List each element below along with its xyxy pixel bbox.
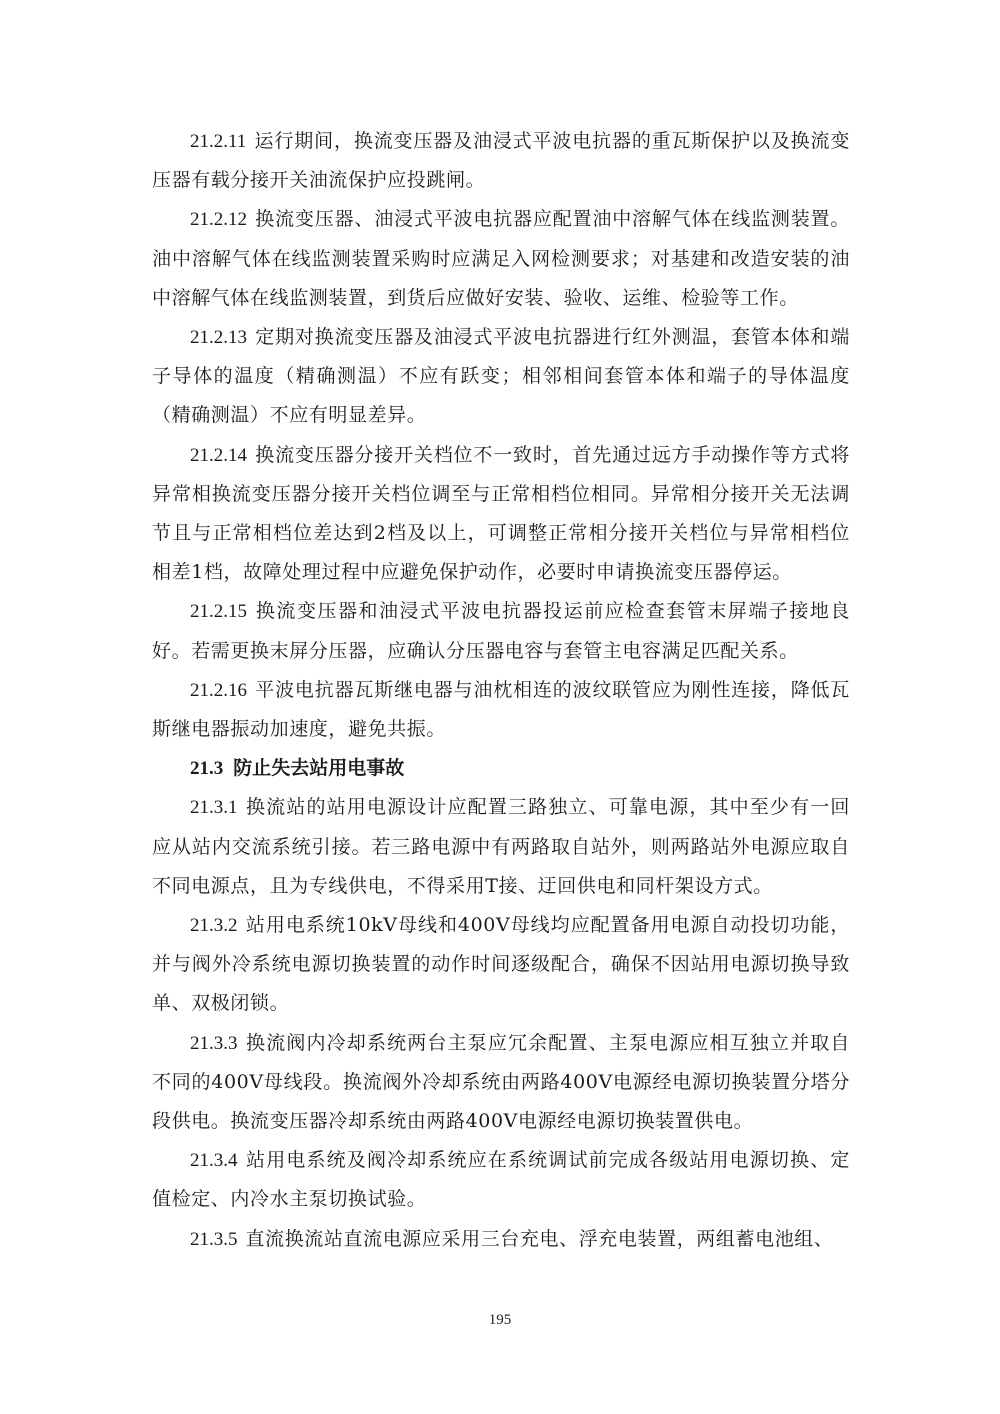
clause-number: 21.3.4	[190, 1150, 238, 1172]
paragraph-21-3-1	[152, 788, 850, 906]
clause-text: 平波电抗器瓦斯继电器与油枕相连的波纹联管应为刚性连接，降低瓦斯继电器振动加速度，避免共振。	[152, 678, 850, 741]
paragraph-21-3-2	[152, 906, 850, 1024]
paragraph-21-2-12	[152, 200, 850, 318]
clause-text: 运行期间，换流变压器及油浸式平波电抗器的重瓦斯保护以及换流变压器有载分接开关油流保护应投跳闸。	[152, 130, 850, 192]
clause-text: 直流换流站直流电源应采用三台充电、浮充电装置，两组蓄电池组、	[245, 1227, 834, 1250]
page-number: 195	[488, 1312, 512, 1328]
clause-number: 21.3.3	[190, 1032, 238, 1054]
clause-text: 换流站的站用电源设计应配置三路独立、可靠电源，其中至少有一回应从站内交流系统引接。若三路电源中有两路取自站外，则两路站外电源应取自不同电源点，且为专线供电，不得采用T接、迂回供电和同杆架设方式。	[152, 796, 850, 897]
paragraph-21-2-11	[152, 122, 850, 200]
clause-number: 21.2.16	[190, 679, 247, 701]
clause-number: 21.2.13	[190, 327, 247, 349]
clause-number: 21.2.11	[190, 131, 247, 152]
paragraph-21-2-16	[152, 671, 850, 749]
document-body	[152, 122, 850, 1259]
paragraph-21-3-3	[152, 1024, 850, 1142]
clause-text: 站用电系统及阀冷却系统应在系统调试前完成各级站用电源切换、定值检定、内冷水主泵切换试验。	[152, 1149, 850, 1211]
clause-number: 21.2.14	[190, 444, 247, 466]
clause-text: 换流变压器分接开关档位不一致时，首先通过远方手动操作等方式将异常相换流变压器分接开关档位调至与正常相档位相同。异常相分接开关无法调节且与正常相档位差达到2档及以上，可调整正常相分接开关档位与异常相档位相差1档，故障处理过程中应避免保护动作，必要时申请换流变压器停运。	[152, 443, 850, 584]
paragraph-21-3-5	[152, 1220, 850, 1259]
paragraph-21-3-4	[152, 1141, 850, 1219]
paragraph-21-2-15	[152, 592, 850, 670]
section-heading-21-3	[152, 749, 850, 788]
section-number: 21.3	[190, 758, 224, 780]
clause-number: 21.3.5	[190, 1228, 238, 1250]
section-title: 防止失去站用电事故	[233, 757, 405, 780]
clause-text: 站用电系统10kV母线和400V母线均应配置备用电源自动投切功能，并与阀外冷系统电源切换装置的动作时间逐级配合，确保不因站用电源切换导致单、双极闭锁。	[152, 914, 850, 1015]
clause-text: 换流阀内冷却系统两台主泵应冗余配置、主泵电源应相互独立并取自不同的400V母线段。换流阀外冷却系统由两路400V电源经电源切换装置分塔分段供电。换流变压器冷却系统由两路400V电源经电源切换装置供电。	[152, 1031, 850, 1133]
clause-number: 21.3.2	[190, 915, 238, 937]
clause-number: 21.2.12	[190, 209, 247, 231]
clause-text: 换流变压器、油浸式平波电抗器应配置油中溶解气体在线监测装置。油中溶解气体在线监测装置采购时应满足入网检测要求；对基建和改造安装的油中溶解气体在线监测装置，到货后应做好安装、验收、运维、检验等工作。	[152, 208, 850, 309]
clause-number: 21.2.15	[190, 601, 247, 623]
clause-number: 21.3.1	[190, 797, 238, 819]
clause-text: 定期对换流变压器及油浸式平波电抗器进行红外测温，套管本体和端子导体的温度（精确测温）不应有跃变；相邻相间套管本体和端子的导体温度（精确测温）不应有明显差异。	[152, 326, 850, 427]
paragraph-21-2-13	[152, 318, 850, 436]
paragraph-21-2-14	[152, 436, 850, 593]
clause-text: 换流变压器和油浸式平波电抗器投运前应检查套管末屏端子接地良好。若需更换末屏分压器，应确认分压器电容与套管主电容满足匹配关系。	[152, 600, 850, 662]
